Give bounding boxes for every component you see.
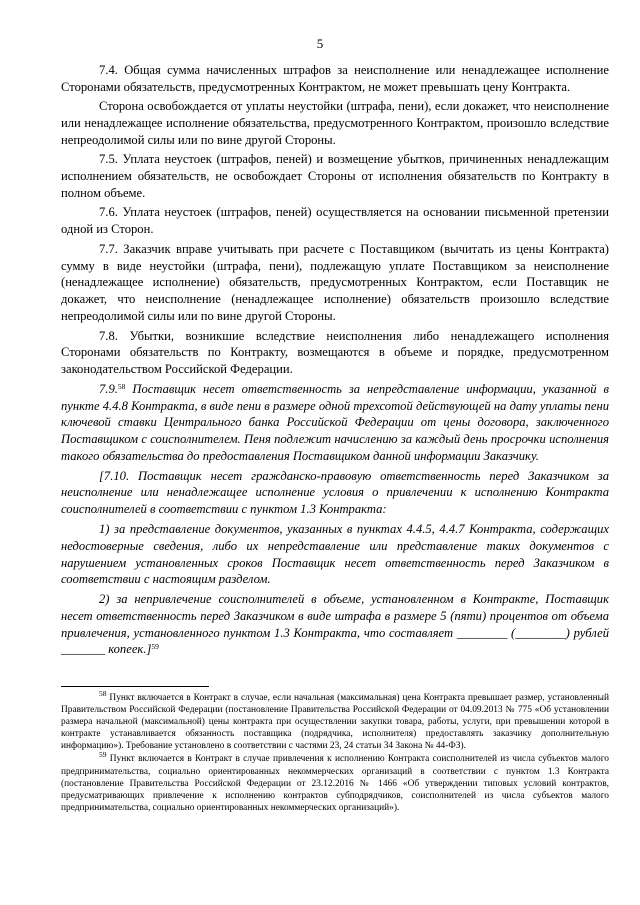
paragraph-7-10-item-1: 1) за представление документов, указанных в пунктах 4.4.5, 4.4.7 Контракта, содержащих недостоверные сведения, либо их непредставление или представление таких документов с нарушением установленных сроков Поставщик несет ответственность перед Заказчиком в соответствии с настоящим разделом. (61, 521, 609, 587)
contract-body (61, 62, 609, 661)
footnote-ref-59[interactable]: 59 (151, 642, 159, 652)
footnote-mark: 58 (99, 689, 107, 698)
footnote-ref-58[interactable]: 58 (117, 381, 126, 391)
footnote-58 (61, 689, 609, 752)
paragraph-7-9 (61, 381, 609, 466)
clause-number: 7.9. (99, 381, 118, 396)
paragraph-7-5: 7.5. Уплата неустоек (штрафов, пеней) и возмещение убытков, причиненных ненадлежащим исполнением обязательств, не освобождает Стороны от исполнения обязательств по Контракту в полном объеме. (61, 152, 609, 201)
paragraph-7-6: 7.6. Уплата неустоек (штрафов, пеней) осуществляется на основании письменной претензии одной из Сторон. (61, 205, 609, 237)
paragraph-7-10-item-2 (61, 591, 609, 659)
paragraph-7-10: [7.10. Поставщик несет гражданско-правовую ответственность перед Заказчиком за неисполнение или ненадлежащее исполнение условия о привлечении к исполнению Контракта соисполнителей в соответствии с пунктом 1.3 Контракта: (61, 468, 609, 517)
page-number: 5 (316, 36, 324, 51)
footnote-text: Пункт включается в Контракт в случае, если начальная (максимальная) цена Контракта превышает размер, установленный Правительством Российской Федерации (постановление Правительства Российской Федерации от 04.09.2013 № 775 «Об установлении размера начальной (максимальной) цены контракта при осуществлении закупки товара, работы, услуги, при превышении которой в контракте устанавливается обязанность поставщика (подрядчика, исполнителя) предоставлять заказчику дополнительную информацию»). Требование установлено в соответствии с частями 23, 24 статьи 34 Закона № 44-ФЗ). (61, 693, 609, 752)
clause-text: 2) за непривлечение соисполнителей в объеме, установленном в Контракте, Поставщик несет ответственность перед Заказчиком в виде штрафа в размере 5 (пяти) процентов от объема привлечения, установленного пунктом 1.3 Контракта, что составляет ________ (________) рублей _______ копеек.] (61, 591, 609, 657)
paragraph-force-majeure: Сторона освобождается от уплаты неустойки (штрафа, пени), если докажет, что неисполнение или ненадлежащее исполнение обязательства, предусмотренного Контрактом, произошло вследствие непреодолимой силы или по вине другой Стороны. (61, 99, 609, 148)
footnote-text: Пункт включается в Контракт в случае привлечения к исполнению Контракта соисполнителей из числа субъектов малого предпринимательства, социально ориентированных некоммерческих организаций в соответствии с пунктом 1.3 Контракта (постановление Правительства Российской Федерации от 23.12.2016 № 1466 «Об утверждении типовых условий контрактов, предусматривающих привлечение к исполнению контрактов субподрядчиков, соисполнителей из числа субъектов малого предпринимательства, социально ориентированных некоммерческих организаций»). (61, 754, 609, 813)
paragraph-7-4: 7.4. Общая сумма начисленных штрафов за неисполнение или ненадлежащее исполнение Сторонами обязательств, предусмотренных Контрактом, не может превышать цену Контракта. (61, 63, 609, 94)
footnotes (61, 689, 609, 815)
clause-text: Поставщик несет ответственность за непредставление информации, указанной в пункте 4.4.8 Контракта, в виде пени в размере одной трехсотой действующей на дату уплаты пени ключевой ставки Центрального банка Российской Федерации от цены договора, заключенного Поставщиком с соисполнителем. Пеня подлежит начислению за каждый день просрочки исполнения такого обязательства до предоставления Поставщиком данной информации Заказчику. (61, 381, 609, 464)
footnote-mark: 59 (99, 750, 107, 760)
footnote-separator (61, 686, 209, 687)
paragraph-7-7: 7.7. Заказчик вправе учитывать при расчете с Поставщиком (вычитать из цены Контракта) сумму в виде неустойки (штрафа, пени), подлежащую уплате Поставщиком за неисполнение (ненадлежащее исполнение) обязательств, предусмотренных Контрактом, если Поставщик не докажет, что неисполнение (ненадлежащее исполнение) обязательств произошло вследствие непреодолимой силы или по вине другой Стороны. (61, 241, 609, 324)
footnote-59 (61, 750, 609, 813)
paragraph-7-8: 7.8. Убытки, возникшие вследствие неисполнения либо ненадлежащего исполнения Сторонами обязательств по Контракту, возмещаются в объеме и порядке, предусмотренном законодательством Российской Федерации. (61, 328, 609, 377)
